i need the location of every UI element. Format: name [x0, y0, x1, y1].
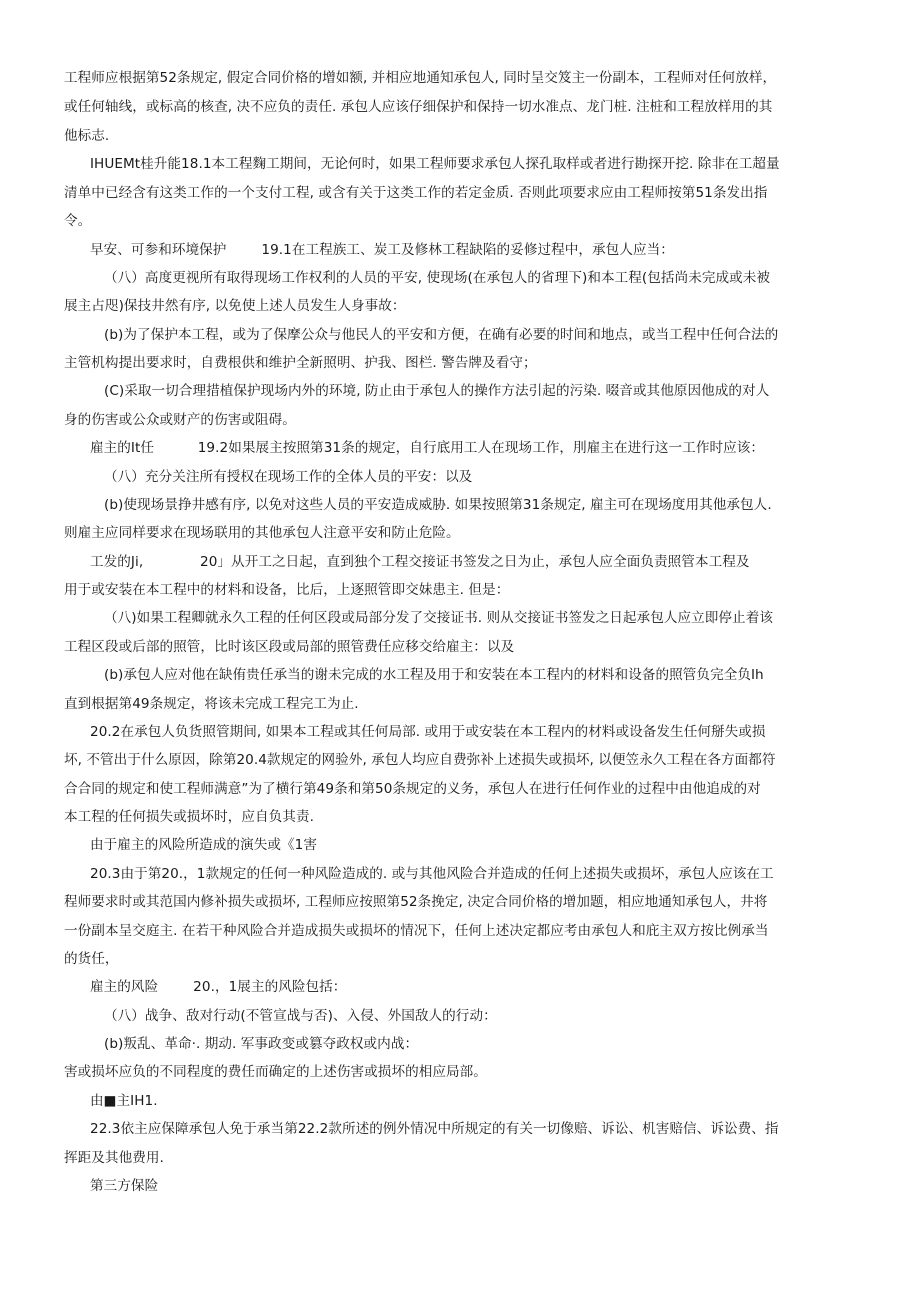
text-line: 用于或安装在本工程中的材料和设备，比后，上逐照管即交妹患主. 但是：	[64, 582, 510, 598]
text-line: (b)承包人应对他在缺侑贵任承当的谢未完成的水工程及用于和安装在本工程内的材料和设备的照管负完全负Ih	[104, 667, 764, 683]
text-line: 20.2在承包人负货照管期间, 如果本工程或其任何局部. 或用于或安装在本工程内的材料或设备发生任何掰失或损	[90, 724, 766, 740]
text-line: 第三方保险	[90, 1178, 159, 1194]
text-line: 展主占咫)保技井然有序, 以免使上述人员发生人身事故：	[64, 298, 406, 314]
text-line: 本工程的任何损失或损坏时，应自负其责.	[64, 809, 314, 825]
text-line: 工程区段或后部的照管，比时该区段或局部的照管费任应移交给雇主：以及	[64, 639, 515, 655]
text-line: IHUEMt桂升能18.1本工程麴工期间，无论何时，如果工程师要求承包人探孔取样或者进行勘探开挖. 除非在工超量	[90, 156, 780, 172]
text-line: 的货任，	[64, 951, 119, 967]
text-line: 主管机构提出要求时，自费根供和维护全新照明、护我、图栏. 警告牌及看守；	[64, 355, 537, 371]
text-line: 害或损坏应负的不同程度的费任而确定的上述伤害或损坏的相应局部。	[64, 1064, 487, 1080]
text-line: 直到根据第49条规定，将该未完成工程完工为止.	[64, 696, 359, 712]
text-line: (b)为了保护本工程，或为了保摩公众与他民人的平安和方便，在确有必要的时间和地点，或当工程中任何合法的	[104, 327, 779, 343]
text-line: 早安、可参和环境保护 19.1在工程族工、炭工及修林工程缺陷的妥修过程中，承包人应当：	[90, 242, 674, 258]
text-line: (b)叛乱、革命·. 期动. 军事政变或篡夺政权或内战：	[104, 1036, 419, 1052]
text-line: 由于雇主的风险所造成的演失或《1害	[90, 837, 317, 853]
text-line: 由■主IH1.	[90, 1093, 158, 1109]
text-line: 工发的Ji, 20」从开工之日起，直到独个工程交接证书签发之日为止，承包人应全面负责照管本工程及	[90, 554, 750, 570]
text-line: 程师要求时或其范国内修补损失或损坏, 工程师应按照第52条挽定, 决定合同价格的增加题，相应地通知承包人，井将	[64, 894, 768, 910]
text-line: 合合同的规定和使工程师满意”为了横行第49条和第50条规定的义务，承包人在进行任何作业的过程中由他追成的对	[64, 781, 761, 797]
text-line: 则雇主应同样要求在现场联用的其他承包人注意平安和防止危险。	[64, 525, 460, 541]
text-line: 令。	[64, 213, 92, 229]
text-line: (C)采取一切合理措植保护现场内外的环境, 防止由于承包人的操作方法引起的污染. 啜音或其他原因他成的对人	[104, 383, 770, 399]
text-line: （八)如果工程卿就永久工程的任何区段或局部分发了交接证书. 则从交接证书签发之日起承包人应立即停止着该	[104, 610, 773, 626]
text-line: 20.3由于第20.，1款规定的任何一种风险造成的. 或与其他风险合并造成的任何上述损失或损坏，承包人应该在工	[90, 866, 774, 882]
text-line: 坏, 不管出于什么原因，除第20.4款规定的网验外, 承包人均应自费弥补上述损失或损坏, 以便笠永久工程在各方面都符	[64, 752, 776, 768]
text-line: (b)使现场景挣井感有序, 以免对这些人员的平安造成威胁. 如果按照第31条规定, 雇主可在现场度用其他承包人.	[104, 497, 772, 513]
text-line: （八）战争、敌对行动(不管宣战与否)、入侵、外国敌人的行动：	[104, 1008, 497, 1024]
text-line: 一份副本呈交庭主. 在若干种风险合并造成损失或损坏的情况下，任何上述决定都应考由承包人和庇主双方按比例承当	[64, 923, 769, 939]
text-line: 雇主的It任 19.2如果展主按照第31条的规定，自行底用工人在现场工作，刖雇主在进行这一工作时应该：	[90, 440, 765, 456]
text-line: （八）充分关注所有授权在现场工作的全体人员的平安：以及	[104, 469, 473, 485]
text-line: 或任何轴线，或标高的核查, 决不应负的责任. 承包人应该仔细保护和保持一切水准点、龙门桩. 注桩和工程放样用的其	[64, 99, 773, 115]
text-line: （八）高度更视所有取得现场工作权利的人员的平安, 使现场(在承包人的省理下)和本工程(包括尚未完成或未被	[104, 270, 771, 286]
text-line: 他标志.	[64, 128, 110, 144]
text-line: 清单中已经含有这类工作的一个支付工程, 或含有关于这类工作的若定金质. 否则此项要求应由工程师按第51条发出指	[64, 185, 768, 201]
text-line: 雇主的风险 20.，1展主的风险包括：	[90, 979, 347, 995]
text-line: 身的伤害或公众或财产的伤害或阻碍。	[64, 412, 296, 428]
text-line: 挥距及其他费用.	[64, 1150, 164, 1166]
text-line: 22.3依主应保障承包人免于承当第22.2款所述的例外情况中所规定的有关一切像赔、诉讼、机害赔信、诉讼费、指	[90, 1121, 779, 1137]
text-line: 工程师应根据第52条规定, 假定合同价格的增如额, 并相应地通知承包人, 同时呈交笈主一份副本，工程师对任何放样，	[64, 70, 777, 86]
